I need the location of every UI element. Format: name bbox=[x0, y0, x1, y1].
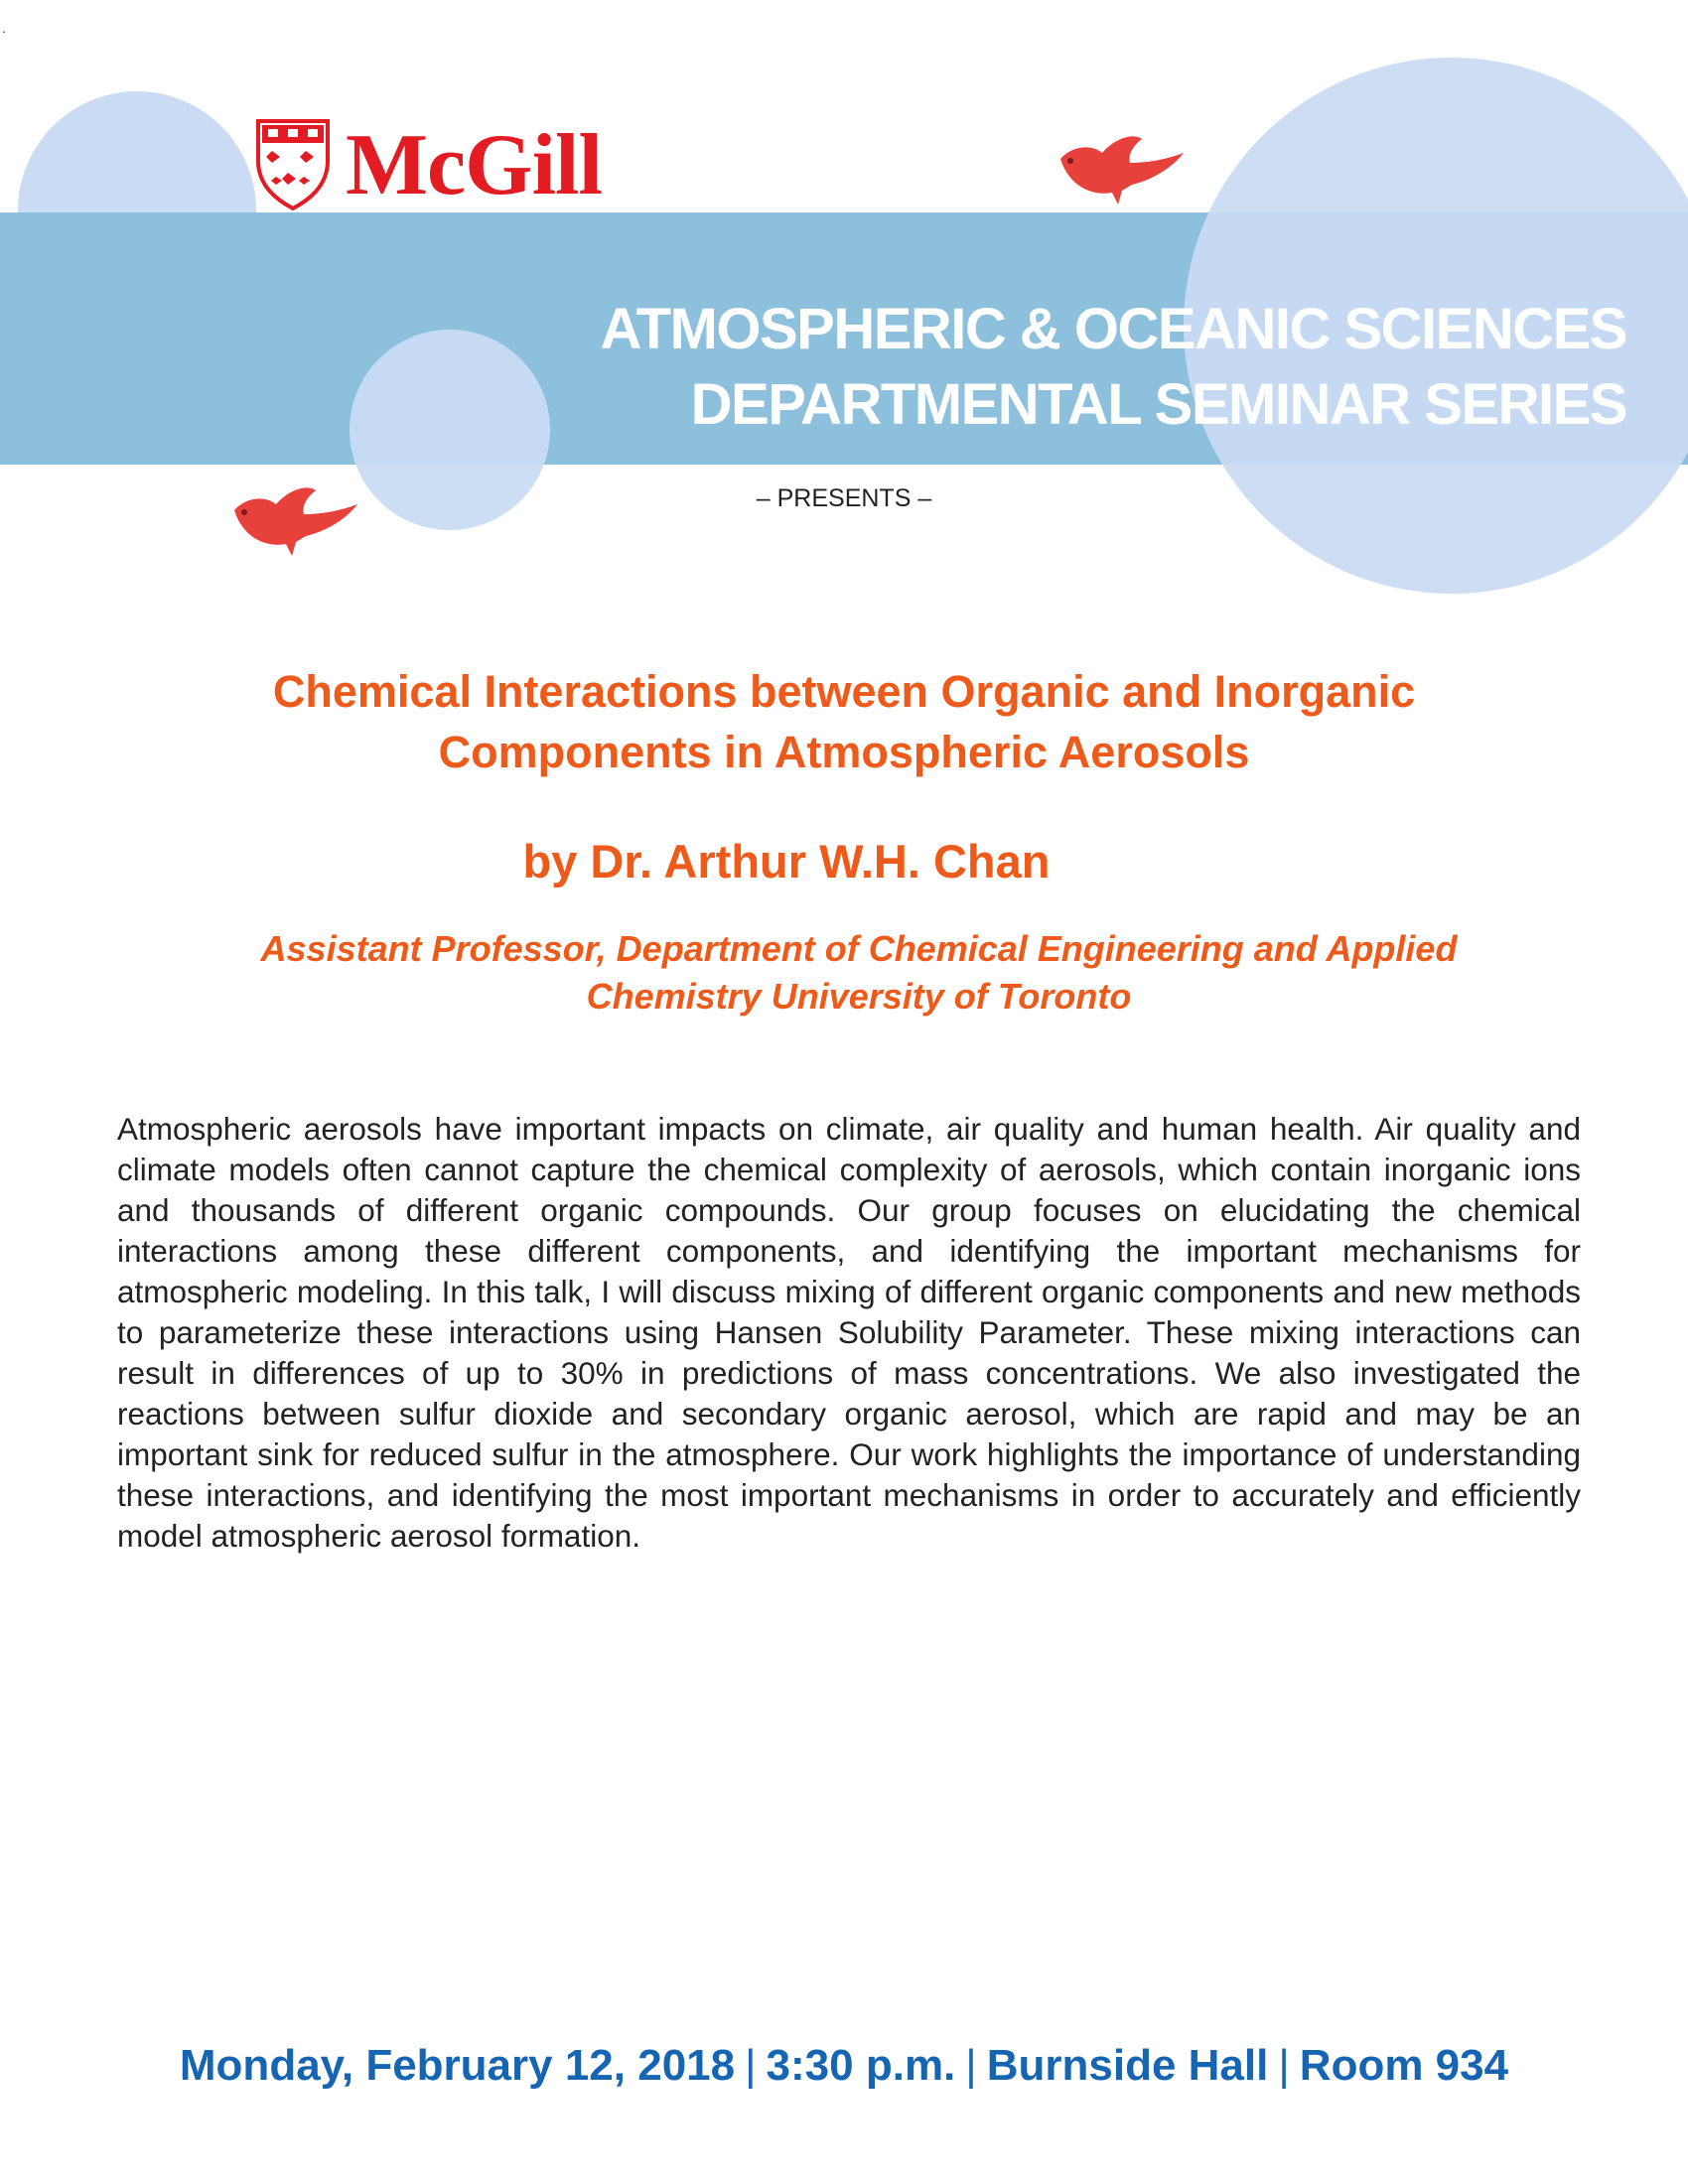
speaker-name: by Dr. Arthur W.H. Chan bbox=[522, 835, 1051, 887]
event-room: Room 934 bbox=[1299, 2041, 1509, 2090]
speaker-affiliation bbox=[199, 925, 1519, 1021]
mcgill-crest-icon bbox=[254, 115, 332, 210]
mcgill-logo bbox=[254, 115, 651, 214]
separator: | bbox=[965, 2041, 977, 2090]
header-title-line2: DEPARTMENTAL SEMINAR SERIES bbox=[690, 372, 1626, 437]
talk-title bbox=[99, 661, 1589, 782]
talk-title-line2: Components in Atmospheric Aerosols bbox=[438, 727, 1250, 777]
event-time: 3:30 p.m. bbox=[766, 2041, 956, 2090]
separator: | bbox=[745, 2041, 757, 2090]
abstract-paragraph: Atmospheric aerosols have important impacts on climate, air quality and human health. Air quality and climate models often cannot capture the chemical complexity of aerosols, which contain inorganic ions and thousands of different organic compounds. Our group focuses on elucidating the chemical interactions among these different components, and identifying the important mechanisms for atmospheric modeling. In this talk, I will discuss mixing of different organic components and new methods to parameterize these interactions using Hansen Solubility Parameter. These mixing interactions can result in differences of up to 30% in predictions of mass concentrations. We also investigated the reactions between sulfur dioxide and secondary organic aerosol, which are rapid and may be an important sink for reduced sulfur in the atmosphere. Our work highlights the importance of understanding these interactions, and identifying the most important mechanisms in order to accurately and efficiently model atmospheric aerosol formation. bbox=[117, 1111, 1581, 1554]
event-date: Monday, February 12, 2018 bbox=[179, 2041, 736, 2090]
affiliation-line2: Chemistry University of Toronto bbox=[586, 976, 1132, 1017]
corner-mark: . bbox=[2, 20, 6, 36]
red-bird-icon-top bbox=[1051, 129, 1190, 218]
affiliation-line1: Assistant Professor, Department of Chemical Engineering and Applied bbox=[260, 928, 1458, 969]
mcgill-wordmark: McGill bbox=[346, 117, 602, 213]
talk-title-line1: Chemical Interactions between Organic and Inorganic bbox=[272, 666, 1416, 717]
presents-label: – PRESENTS – bbox=[756, 484, 932, 512]
event-building: Burnside Hall bbox=[986, 2041, 1269, 2090]
separator: | bbox=[1278, 2041, 1290, 2090]
event-details bbox=[0, 2041, 1688, 2091]
header-title-line1: ATMOSPHERIC & OCEANIC SCIENCES bbox=[600, 297, 1626, 361]
